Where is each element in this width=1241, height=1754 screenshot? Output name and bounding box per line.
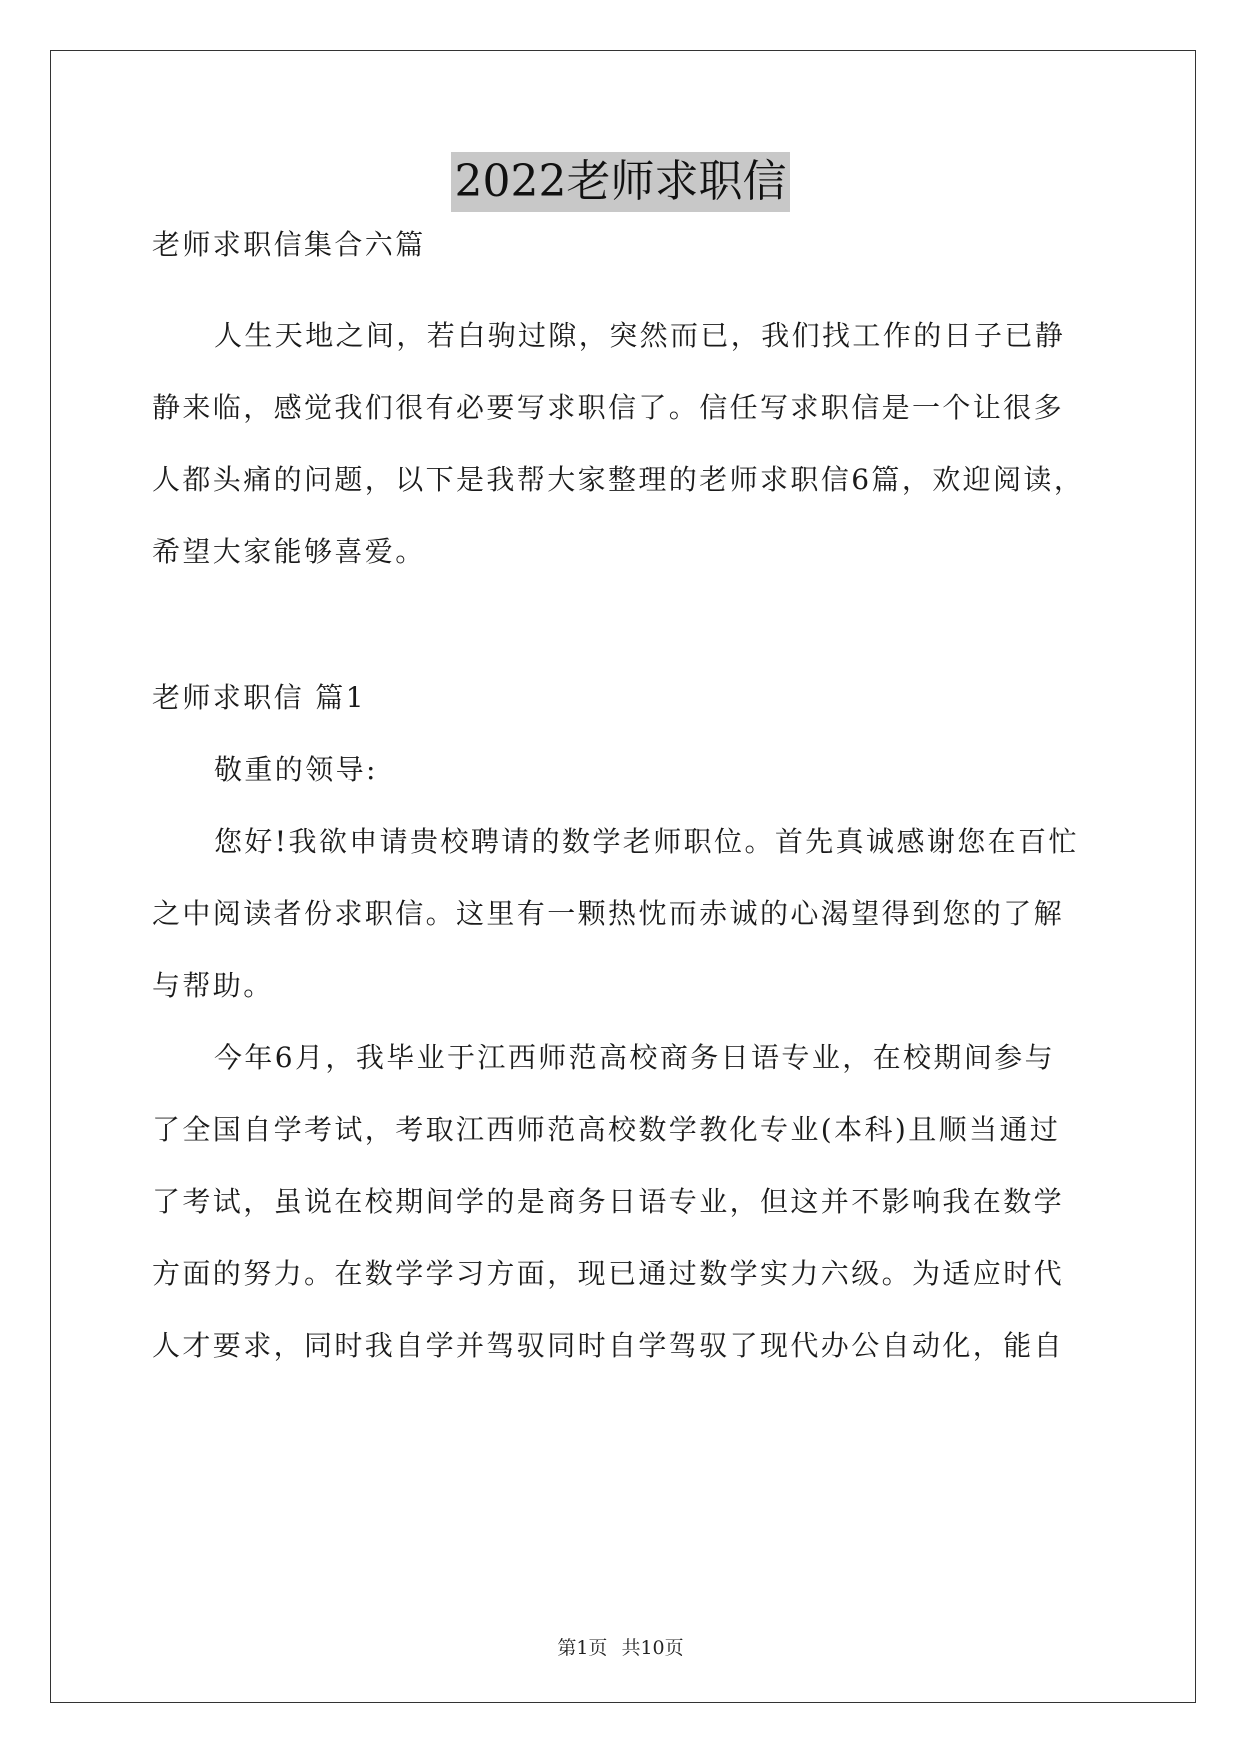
- page-number: 第1页: [557, 1637, 608, 1659]
- page-border: [50, 50, 1196, 1703]
- paragraph-line: 了全国自学考试，考取江西师范高校数学教化专业(本科)且顺当通过: [152, 1113, 1061, 1146]
- page-total: 共10页: [621, 1637, 684, 1659]
- intro-line: 人生天地之间，若白驹过隙，突然而已，我们找工作的日子已静: [214, 319, 1066, 352]
- paragraph-line: 方面的努力。在数学学习方面，现已通过数学实力六级。为适应时代: [152, 1257, 1065, 1290]
- salutation: 敬重的领导:: [214, 753, 378, 786]
- paragraph-line: 之中阅读者份求职信。这里有一颗热忱而赤诚的心渴望得到您的了解: [152, 897, 1065, 930]
- document-title: 2022老师求职信: [451, 152, 791, 212]
- paragraph-line: 您好!我欲申请贵校聘请的数学老师职位。首先真诚感谢您在百忙: [214, 825, 1079, 858]
- paragraph-line: 人才要求，同时我自学并驾驭同时自学驾驭了现代办公自动化，能自: [152, 1329, 1065, 1362]
- title-container: [0, 152, 1241, 212]
- document-subtitle: 老师求职信集合六篇: [152, 228, 426, 261]
- paragraph-line: 了考试，虽说在校期间学的是商务日语专业，但这并不影响我在数学: [152, 1185, 1065, 1218]
- paragraph-line: 今年6月，我毕业于江西师范高校商务日语专业，在校期间参与: [214, 1041, 1056, 1074]
- intro-line: 人都头痛的问题，以下是我帮大家整理的老师求职信6篇，欢迎阅读，: [152, 463, 1085, 496]
- intro-line: 希望大家能够喜爱。: [152, 535, 426, 568]
- section-heading: 老师求职信 篇1: [152, 681, 366, 714]
- paragraph-line: 与帮助。: [152, 969, 274, 1002]
- page-footer: [0, 1636, 1241, 1660]
- intro-line: 静来临，感觉我们很有必要写求职信了。信任写求职信是一个让很多: [152, 391, 1065, 424]
